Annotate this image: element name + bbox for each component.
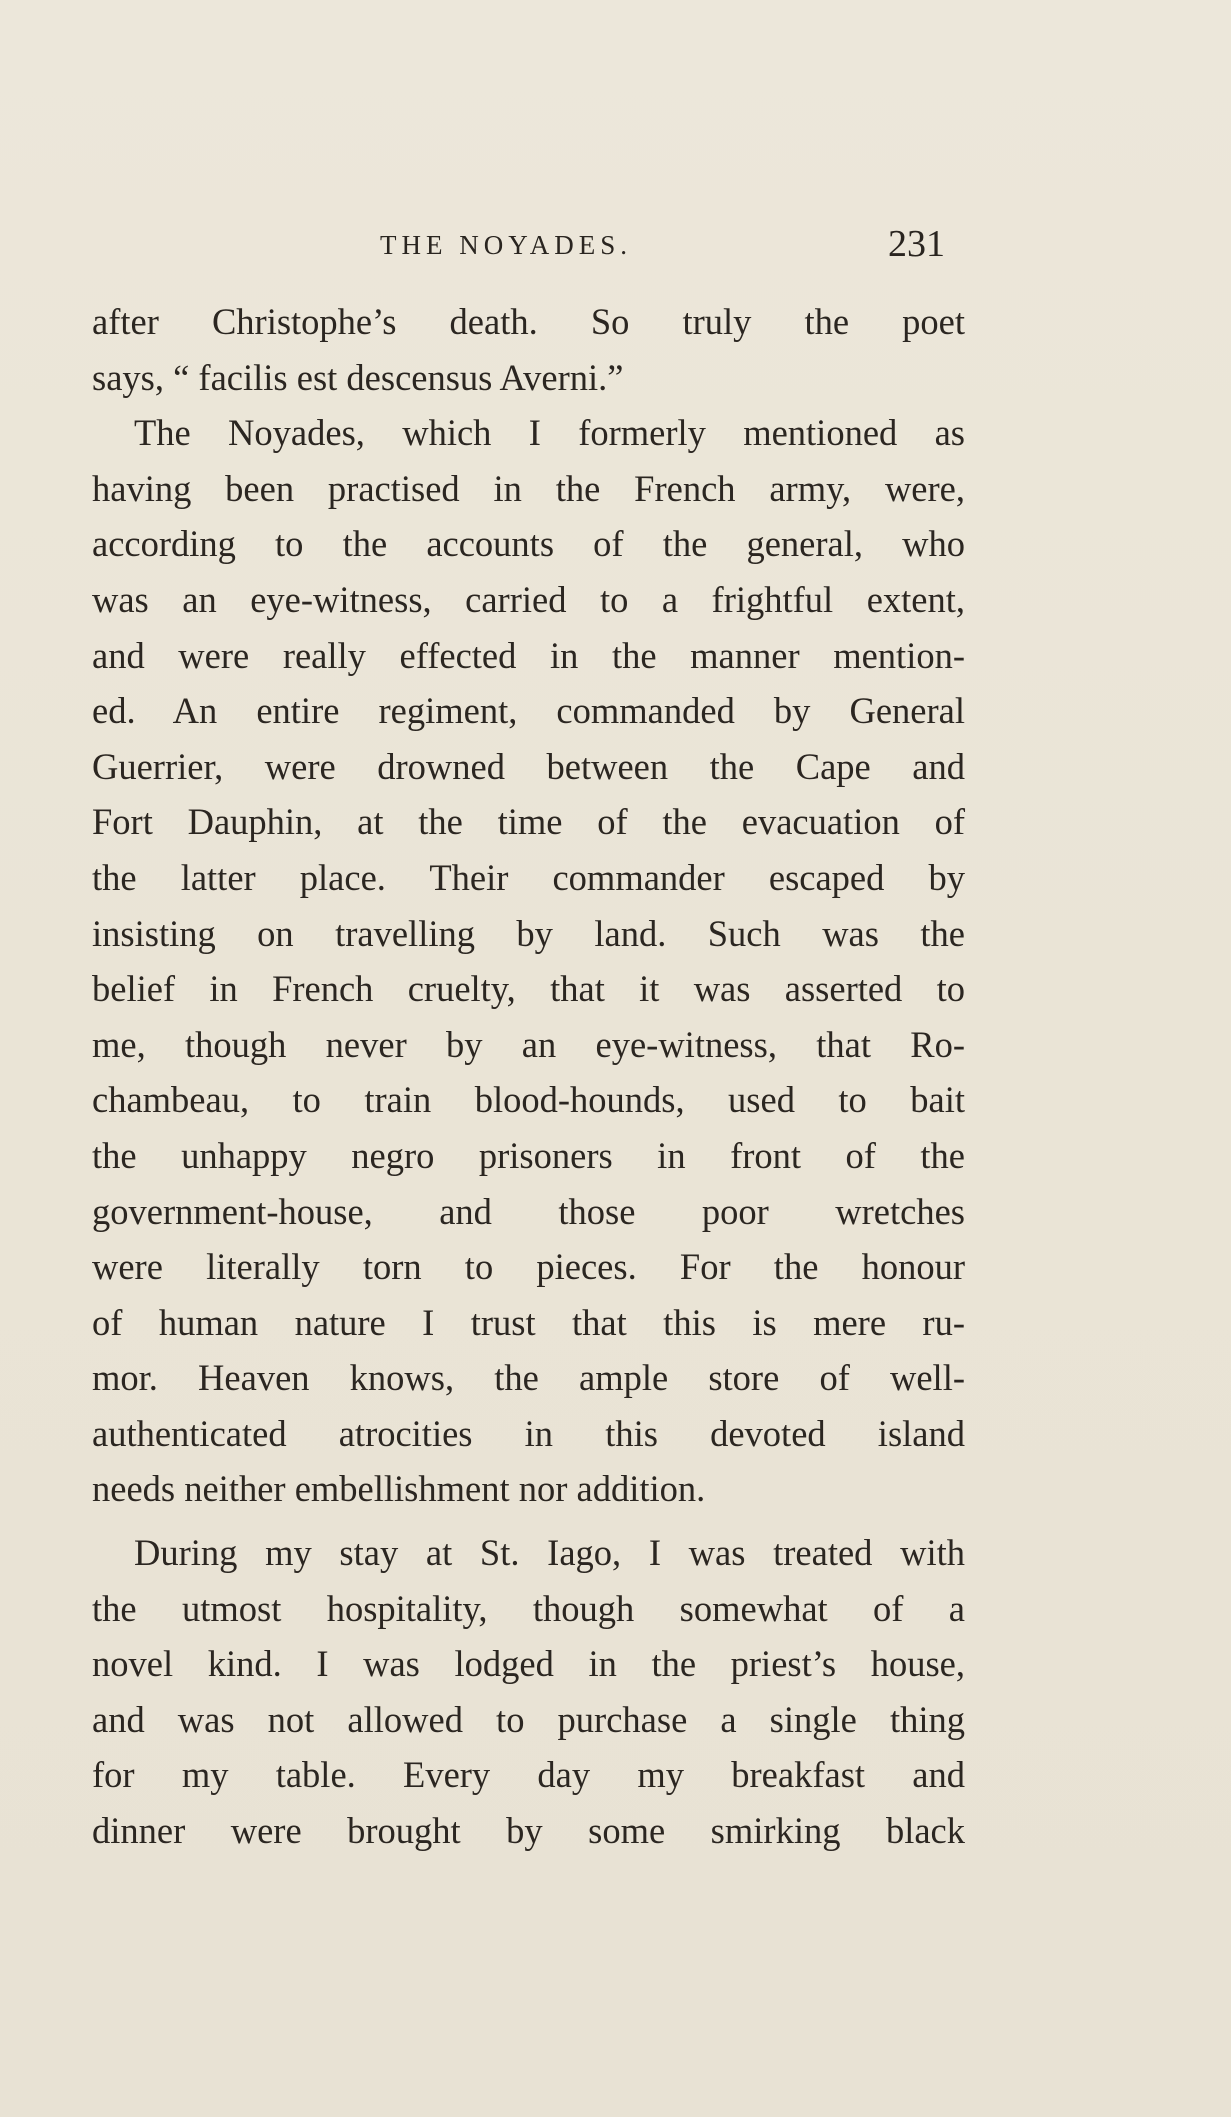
text-line: according to the accounts of the general, who — [92, 523, 965, 565]
text-line: insisting on travelling by land. Such was the — [92, 912, 965, 954]
text-line: During my stay at St. Iago, I was treated with — [134, 1532, 965, 1574]
text-line: Fort Dauphin, at the time of the evacuation of — [92, 801, 965, 843]
text-line: for my table. Every day my breakfast and — [92, 1754, 965, 1796]
text-line: says, “ facilis est descensus Averni.” — [92, 356, 624, 398]
text-line: dinner were brought by some smirking black — [92, 1810, 965, 1852]
running-head — [0, 222, 1231, 272]
paragraph-3 — [92, 1525, 965, 1859]
body-text — [92, 294, 965, 1859]
text-line: authenticated atrocities in this devoted island — [92, 1412, 965, 1454]
text-line: mor. Heaven knows, the ample store of well- — [92, 1357, 965, 1399]
running-title: THE NOYADES. — [380, 230, 632, 260]
text-line: novel kind. I was lodged in the priest’s house, — [92, 1643, 965, 1685]
text-line: chambeau, to train blood-hounds, used to bait — [92, 1079, 965, 1121]
text-line: of human nature I trust that this is mere ru- — [92, 1301, 965, 1343]
paragraph-2 — [92, 405, 965, 1517]
text-line: the latter place. Their commander escaped by — [92, 856, 965, 898]
text-line: The Noyades, which I formerly mentioned as — [134, 412, 965, 454]
text-line: and was not allowed to purchase a single thing — [92, 1698, 965, 1740]
page-number: 231 — [888, 223, 945, 265]
text-line: were literally torn to pieces. For the honour — [92, 1246, 965, 1288]
paragraph-gap — [92, 1517, 965, 1525]
paragraph-1 — [92, 294, 965, 405]
text-line: after Christophe’s death. So truly the poet — [92, 301, 965, 342]
text-line: government-house, and those poor wretches — [92, 1190, 965, 1232]
text-line: the unhappy negro prisoners in front of the — [92, 1134, 965, 1176]
text-line: me, though never by an eye-witness, that Ro- — [92, 1023, 965, 1065]
text-line: needs neither embellishment nor addition. — [92, 1468, 706, 1510]
text-line: having been practised in the French army, were, — [92, 467, 965, 509]
text-line: was an eye-witness, carried to a frightful extent, — [92, 578, 965, 620]
text-line: ed. An entire regiment, commanded by General — [92, 690, 965, 732]
text-line: and were really effected in the manner mention- — [92, 634, 965, 676]
text-line: the utmost hospitality, though somewhat of a — [92, 1587, 965, 1629]
text-line: Guerrier, were drowned between the Cape and — [92, 745, 965, 787]
text-line: belief in French cruelty, that it was asserted to — [92, 968, 965, 1010]
